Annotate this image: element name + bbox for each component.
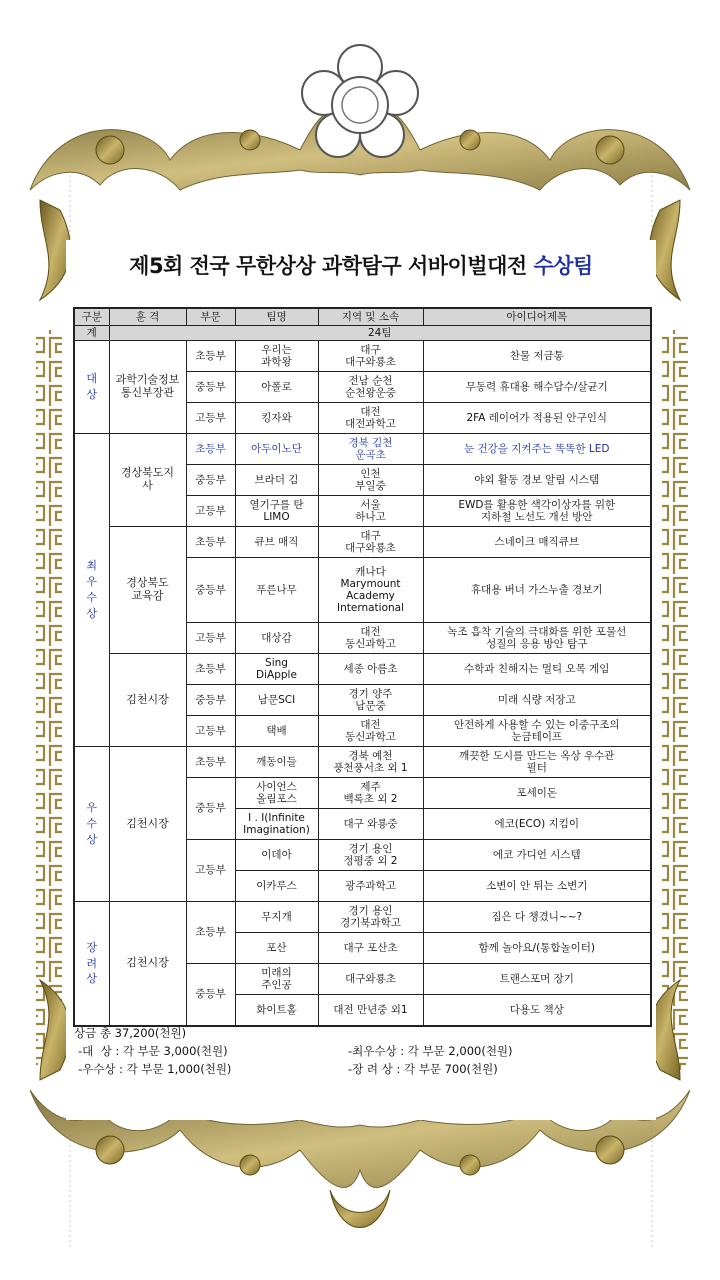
division-cell: 고등부 xyxy=(186,623,235,654)
table-row xyxy=(74,527,651,558)
header-division: 부문 xyxy=(186,308,235,326)
division-cell: 중등부 xyxy=(186,372,235,403)
division-cell: 초등부 xyxy=(186,654,235,685)
team-cell: 사이언스 올림포스 xyxy=(235,778,318,809)
region-cell: 대구 와룡중 xyxy=(318,809,423,840)
team-cell: 킹자와 xyxy=(235,403,318,434)
prize-total: 상금 총 37,200(천원) xyxy=(74,1026,187,1040)
total-row xyxy=(74,326,651,341)
region-cell: 인천 부일중 xyxy=(318,465,423,496)
region-cell: 경북 예천 풍천풍서초 외 1 xyxy=(318,747,423,778)
division-cell: 고등부 xyxy=(186,840,235,902)
division-cell: 고등부 xyxy=(186,496,235,527)
team-cell: 택배 xyxy=(235,716,318,747)
idea-cell: 2FA 레이어가 적용된 안구인식 xyxy=(423,403,651,434)
prize-row xyxy=(74,1060,634,1078)
header-team: 팀명 xyxy=(235,308,318,326)
honor-cell: 과학기술정보 통신부장관 xyxy=(109,341,186,434)
header-category: 구분 xyxy=(74,308,109,326)
team-cell: 남문SCI xyxy=(235,685,318,716)
region-cell: 광주과학고 xyxy=(318,871,423,902)
division-cell: 고등부 xyxy=(186,403,235,434)
honor-cell: 경상북도 교육감 xyxy=(109,527,186,654)
team-cell: 푸른나무 xyxy=(235,558,318,623)
team-cell: 열기구를 탄 LIMO xyxy=(235,496,318,527)
prize-excellence: -최우수상 : 각 부문 2,000(천원) xyxy=(348,1044,513,1058)
team-cell: 포산 xyxy=(235,933,318,964)
idea-cell: 함께 놀아요/(통합놀이터) xyxy=(423,933,651,964)
region-cell: 대구와룡초 xyxy=(318,964,423,995)
division-cell: 중등부 xyxy=(186,685,235,716)
division-cell: 초등부 xyxy=(186,747,235,778)
header-idea: 아이디어제목 xyxy=(423,308,651,326)
team-cell: I . I(Infinite Imagination) xyxy=(235,809,318,840)
region-cell: 서울 하나고 xyxy=(318,496,423,527)
team-cell: Sing DiApple xyxy=(235,654,318,685)
region-cell: 경기 양주 남문중 xyxy=(318,685,423,716)
page-title xyxy=(66,250,656,280)
team-cell: 이데아 xyxy=(235,840,318,871)
idea-cell: 트랜스포머 장기 xyxy=(423,964,651,995)
group-excellence-prize: 최 우 수 상 xyxy=(74,434,109,747)
idea-cell: 무동력 휴대용 해수담수/살균기 xyxy=(423,372,651,403)
region-cell: 경북 김천 운곡초 xyxy=(318,434,423,465)
region-cell: 대전 만년중 외1 xyxy=(318,995,423,1027)
division-cell: 중등부 xyxy=(186,558,235,623)
region-cell: 경기 용인 경기북과학고 xyxy=(318,902,423,933)
team-cell: 아두이노단 xyxy=(235,434,318,465)
emblem-icon xyxy=(302,45,418,157)
prize-encouragement: -장 려 상 : 각 부문 700(천원) xyxy=(348,1062,498,1076)
table-row xyxy=(74,434,651,465)
team-cell: 아폴로 xyxy=(235,372,318,403)
idea-cell: 녹조 흡착 기술의 극대화를 위한 포물선 성질의 응용 방안 탐구 xyxy=(423,623,651,654)
table-row xyxy=(74,654,651,685)
region-cell: 경기 용인 정평중 외 2 xyxy=(318,840,423,871)
region-cell: 세종 아름초 xyxy=(318,654,423,685)
division-cell: 중등부 xyxy=(186,964,235,1027)
division-cell: 초등부 xyxy=(186,434,235,465)
division-cell: 초등부 xyxy=(186,902,235,964)
prize-summary xyxy=(74,1024,634,1078)
idea-cell: 휴대용 버너 가스누출 경보기 xyxy=(423,558,651,623)
idea-cell: 스네이크 매직큐브 xyxy=(423,527,651,558)
total-value: 24팀 xyxy=(109,326,651,341)
total-label: 계 xyxy=(74,326,109,341)
idea-cell: 미래 식량 저장고 xyxy=(423,685,651,716)
idea-cell: 깨끗한 도시를 만드는 옥상 우수관 필터 xyxy=(423,747,651,778)
idea-cell: 포세이돈 xyxy=(423,778,651,809)
title-highlight: 수상팀 xyxy=(533,254,593,278)
header-region: 지역 및 소속 xyxy=(318,308,423,326)
idea-cell: 에코(ECO) 지킴이 xyxy=(423,809,651,840)
region-cell: 전남 순천 순천왕운중 xyxy=(318,372,423,403)
team-cell: 미래의 주인공 xyxy=(235,964,318,995)
division-cell: 중등부 xyxy=(186,465,235,496)
table-row xyxy=(74,902,651,933)
prize-grand: -대 상 : 각 부문 3,000(천원) xyxy=(78,1044,228,1058)
region-cell: 대전 대전과학고 xyxy=(318,403,423,434)
group-grand-prize: 대 상 xyxy=(74,341,109,434)
team-cell: 큐브 매직 xyxy=(235,527,318,558)
team-cell: 브라더 김 xyxy=(235,465,318,496)
honor-cell: 김천시장 xyxy=(109,747,186,902)
team-cell: 화이트홀 xyxy=(235,995,318,1027)
idea-cell: 짐은 다 챙겼니~~? xyxy=(423,902,651,933)
team-cell: 깨동이들 xyxy=(235,747,318,778)
header-honor: 훈 격 xyxy=(109,308,186,326)
honor-cell: 김천시장 xyxy=(109,654,186,747)
region-cell: 대전 동신과학고 xyxy=(318,716,423,747)
awards-table xyxy=(73,307,652,1027)
division-cell: 고등부 xyxy=(186,716,235,747)
group-merit-prize: 우 수 상 xyxy=(74,747,109,902)
title-main: 제5회 전국 무한상상 과학탐구 서바이벌대전 xyxy=(129,254,527,278)
idea-cell: 찬물 저금통 xyxy=(423,341,651,372)
division-cell: 초등부 xyxy=(186,341,235,372)
table-row xyxy=(74,747,651,778)
idea-cell: EWD를 활용한 색각이상자를 위한 지하철 노선도 개선 방안 xyxy=(423,496,651,527)
team-cell: 우리는 과학왕 xyxy=(235,341,318,372)
idea-cell: 다용도 책상 xyxy=(423,995,651,1027)
honor-cell: 김천시장 xyxy=(109,902,186,1027)
idea-cell: 눈 건강을 지켜주는 똑똑한 LED xyxy=(423,434,651,465)
idea-cell: 야외 활동 경보 알림 시스템 xyxy=(423,465,651,496)
region-cell: 대구 포산초 xyxy=(318,933,423,964)
team-cell: 무지개 xyxy=(235,902,318,933)
prize-row xyxy=(74,1042,634,1060)
idea-cell: 소변이 안 튀는 소변기 xyxy=(423,871,651,902)
team-cell: 대상감 xyxy=(235,623,318,654)
table-row xyxy=(74,341,651,372)
region-cell: 제주 백록초 외 2 xyxy=(318,778,423,809)
idea-cell: 에코 가디언 시스템 xyxy=(423,840,651,871)
team-cell: 이카루스 xyxy=(235,871,318,902)
group-encouragement-prize: 장 려 상 xyxy=(74,902,109,1027)
idea-cell: 안전하게 사용할 수 있는 이중구조의 눈금테이프 xyxy=(423,716,651,747)
division-cell: 초등부 xyxy=(186,527,235,558)
region-cell: 캐나다 Marymount Academy International xyxy=(318,558,423,623)
table-header-row xyxy=(74,308,651,326)
idea-cell: 수학과 친해지는 멀티 오목 게임 xyxy=(423,654,651,685)
honor-cell: 경상북도지 사 xyxy=(109,434,186,527)
region-cell: 대전 동신과학고 xyxy=(318,623,423,654)
division-cell: 중등부 xyxy=(186,778,235,840)
region-cell: 대구 대구와룡초 xyxy=(318,341,423,372)
region-cell: 대구 대구와룡초 xyxy=(318,527,423,558)
prize-merit: -우수상 : 각 부문 1,000(천원) xyxy=(78,1062,232,1076)
